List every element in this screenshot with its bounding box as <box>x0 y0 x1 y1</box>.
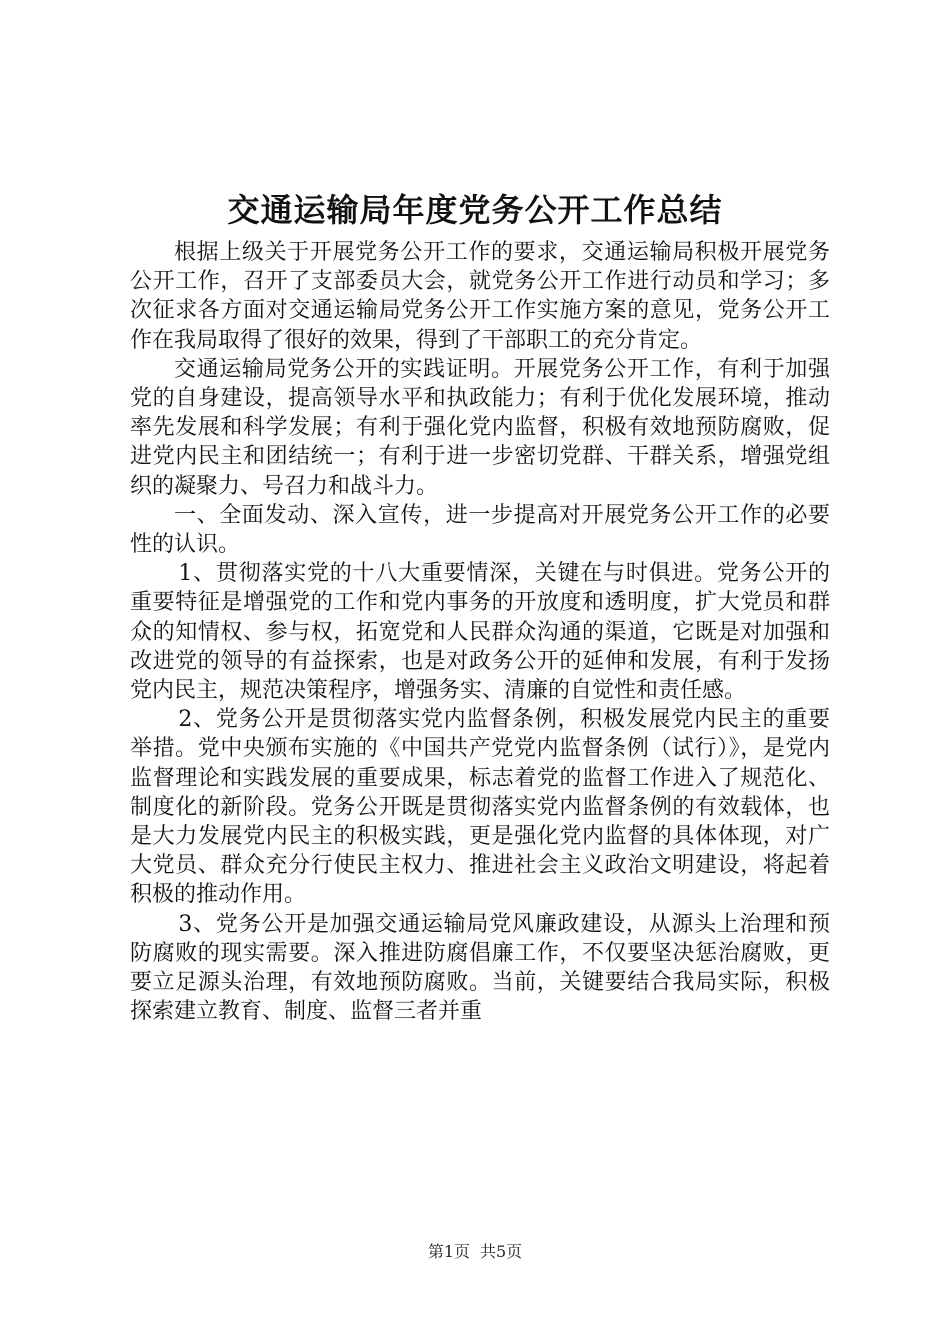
paragraph-intro: 根据上级关于开展党务公开工作的要求，交通运输局积极开展党务公开工作，召开了支部委员大会，就党务公开工作进行动员和学习；多次征求各方面对交通运输局党务公开工作实施方案的意见，党务公开工作在我局取得了很好的效果，得到了干部职工的充分肯定。 <box>130 240 830 353</box>
page-number-current: 第1页 <box>427 1242 470 1261</box>
document-body <box>130 238 830 1026</box>
paragraph-item-1: 1、贯彻落实党的十八大重要情深，关键在与时俱进。党务公开的重要特征是增强党的工作和党内事务的开放度和透明度，扩大党员和群众的知情权、参与权，拓宽党和人民群众沟通的渠道，它既是对加强和改进党的领导的有益探索，也是对政务公开的延伸和发展，有利于发扬党内民主，规范决策程序，增强务实、清廉的自觉性和责任感。 <box>130 561 830 704</box>
paragraph-item-2: 2、党务公开是贯彻落实党内监督条例，积极发展党内民主的重要举措。党中央颁布实施的《中国共产党党内监督条例（试行）》，是党内监督理论和实践发展的重要成果，标志着党的监督工作进入了规范化、制度化的新阶段。党务公开既是贯彻落实党内监督条例的有效载体，也是大力发展党内民主的积极实践，更是强化党内监督的具体体现，对广大党员、群众充分行使民主权力、推进社会主义政治文明建设，将起着积极的推动作用。 <box>130 707 830 908</box>
page-number-total: 共5页 <box>480 1242 523 1261</box>
paragraph-item-3: 3、党务公开是加强交通运输局党风廉政建设，从源头上治理和预防腐败的现实需要。深入推进防腐倡廉工作，不仅要坚决惩治腐败，更要立足源头治理，有效地预防腐败。当前，关键要结合我局实际，积极探索建立教育、制度、监督三者并重 <box>130 911 830 1025</box>
paragraph-practice: 交通运输局党务公开的实践证明。开展党务公开工作，有利于加强党的自身建设，提高领导水平和执政能力；有利于优化发展环境，推动率先发展和科学发展；有利于强化党内监督，积极有效地预防腐败，促进党内民主和团结统一；有利于进一步密切党群、干群关系，增强党组织的凝聚力、号召力和战斗力。 <box>130 356 830 499</box>
section-heading-one: 一、全面发动、深入宣传，进一步提高对开展党务公开工作的必要性的认识。 <box>130 502 830 558</box>
document-title: 交通运输局年度党务公开工作总结 <box>227 191 723 229</box>
page-footer <box>0 1240 950 1264</box>
